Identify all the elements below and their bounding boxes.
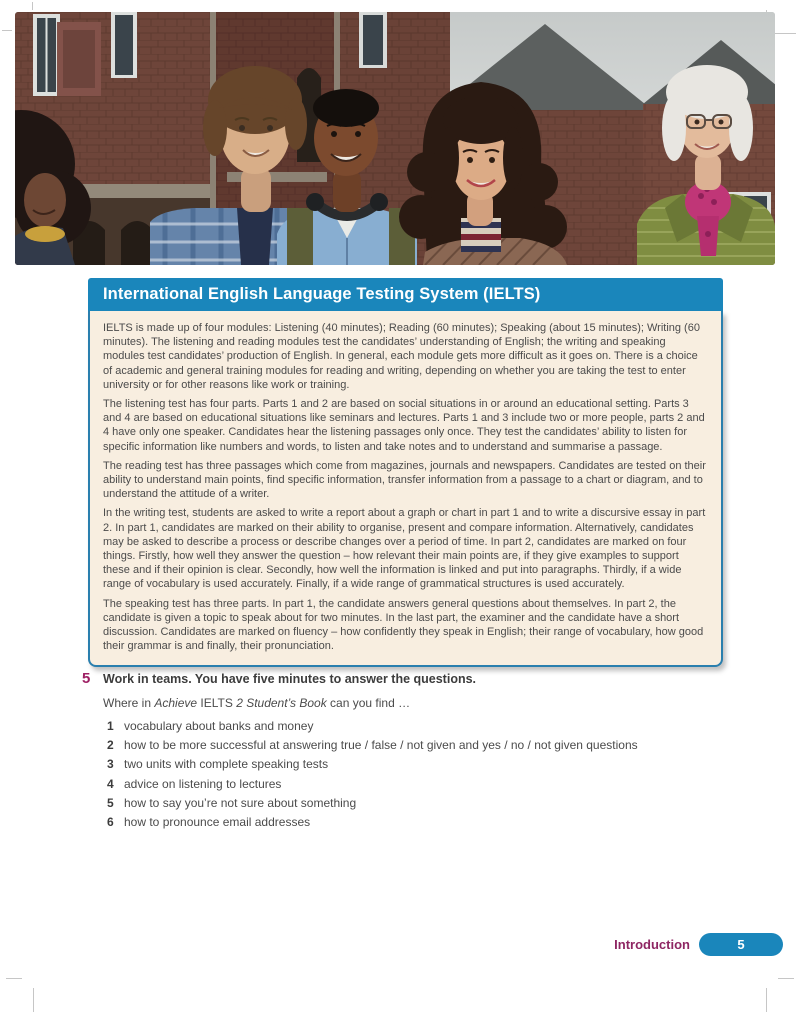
question-list [107, 717, 722, 832]
question-item [107, 775, 722, 794]
page-footer [614, 933, 783, 956]
question-text: how to be more successful at answering true / false / not given and yes / no / not given questions [124, 738, 638, 753]
crop-mark [766, 988, 767, 1012]
students-photo [15, 12, 775, 265]
crop-mark [778, 978, 794, 979]
question-item [107, 794, 722, 813]
question-text: advice on listening to lectures [124, 776, 282, 791]
crop-mark [33, 988, 34, 1012]
section-label: Introduction [614, 937, 690, 952]
exercise-heading [82, 670, 722, 687]
question-number: 6 [107, 815, 114, 830]
ielts-box-body [88, 311, 723, 667]
ielts-box-title: International English Language Testing System (IELTS) [88, 278, 723, 311]
window [111, 12, 137, 78]
lead-in-text: can you find … [326, 696, 411, 710]
lead-in-text: Where in [103, 696, 155, 710]
question-number: 2 [107, 738, 114, 753]
exercise-lead-in [103, 696, 722, 710]
exercise-instruction: Work in teams. You have five minutes to answer the questions. [103, 672, 477, 686]
crop-mark [2, 30, 12, 31]
book-title-part: Achieve [154, 696, 198, 710]
page-number-badge: 5 [699, 933, 783, 956]
question-text: how to say you’re not sure about something [124, 795, 357, 810]
book-title-part: 2 Student’s Book [236, 696, 327, 710]
lead-in-text: IELTS [197, 696, 237, 710]
question-item [107, 813, 722, 832]
paragraph-speaking: The speaking test has three parts. In part 1, the candidate answers general questions about themselves. In part 2, the candidate is given a topic to speak about for two minutes. In the last part, the examiner and the candidate have a short discussion. Candidates are marked on fluency – how confidently they speak in English; their range of vocabulary, how good their grammar is and finally, their pronunciation. [103, 597, 704, 653]
exercise-5 [82, 670, 722, 832]
paragraph-reading: The reading test has three passages which come from magazines, journals and newspapers. Candidates are tested on their ability to understand main points, find specific information, transfer information from a passage to a chart or diagram, and to understand the attitude of a writer. [103, 459, 706, 501]
question-item [107, 717, 722, 736]
question-text: two units with complete speaking tests [124, 757, 329, 772]
question-number: 4 [107, 776, 114, 791]
crop-mark [32, 2, 33, 10]
ielts-info-box [88, 278, 723, 667]
window [359, 12, 387, 68]
students-photo-illustration [15, 12, 775, 265]
exercise-number: 5 [82, 670, 91, 687]
paragraph-writing: In the writing test, students are asked to write a report about a graph or chart in part 1 and to write a discursive essay in part 2. In part 1, candidates are marked on their ability to organise, present and compare information. Alternatively, candidates may be asked to describe a process or describe changes over a period of time. In part 2, candidates are marked on four things. Firstly, how well they answer the question – how relevant their main points are, if they give examples to support these and if their opinion is clear. Secondly, how well the information is linked and put into paragraphs. Thirdly, if a wide range of vocabulary is used accurately. Finally, if a wide range of grammatical structures is used accurately. [103, 507, 706, 591]
question-number: 1 [107, 719, 114, 733]
question-text: vocabulary about banks and money [124, 719, 314, 733]
question-text: how to pronounce email addresses [124, 815, 311, 830]
paragraph-modules: IELTS is made up of four modules: Listening (40 minutes); Reading (60 minutes); Speaking (about 15 minutes); Writing (60 minutes). The listening and reading modules test the candidates’ understanding of English; the writing and speaking modules test candidates’ production of English. In general, each module gets more difficult as it goes on. There is a choice of academic and general training modules for reading and writing, depending on whether you are taking the test to enter university or for other reasons like work or training. [103, 322, 700, 391]
question-number: 5 [107, 795, 114, 810]
crop-mark [6, 978, 22, 979]
paragraph-listening: The listening test has four parts. Parts 1 and 2 are based on social situations in or around an educational setting. Parts 3 and 4 are based on educational situations like seminars and lectures. Parts 1 and 3 include two or more people, parts 2 and 4 have only one speaker. Candidates hear the listening passages only once. They test the candidates’ ability to listen for specific information like numbers and words, to listen and take notes and to understand and summarise a passage. [103, 398, 705, 453]
question-item [107, 755, 722, 774]
question-number: 3 [107, 757, 114, 772]
window [33, 14, 60, 96]
crop-mark [774, 33, 796, 34]
question-item [107, 736, 722, 755]
